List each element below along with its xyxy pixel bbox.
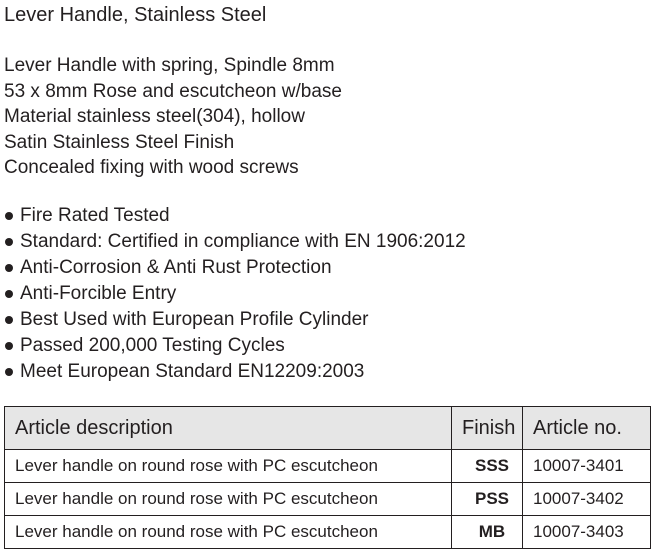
product-title: Lever Handle, Stainless Steel <box>4 4 267 26</box>
article-table <box>4 406 651 549</box>
feature-item <box>4 333 466 359</box>
header-article-no: Article no. <box>523 407 651 450</box>
feature-text: Passed 200,000 Testing Cycles <box>20 335 285 356</box>
cell-article-no: 10007-3402 <box>523 483 651 516</box>
feature-text: Fire Rated Tested <box>20 205 170 226</box>
description-line: Concealed fixing with wood screws <box>4 157 299 178</box>
cell-finish: PSS <box>452 483 523 516</box>
description-line: 53 x 8mm Rose and escutcheon w/base <box>4 80 342 102</box>
bullet-icon <box>5 212 13 220</box>
feature-text: Best Used with European Profile Cylinder <box>20 309 369 330</box>
header-article-description: Article description <box>5 407 452 450</box>
description-line: Satin Stainless Steel Finish <box>4 131 235 153</box>
bullet-icon <box>5 368 13 376</box>
cell-description: Lever handle on round rose with PC escutcheon <box>5 516 452 549</box>
feature-item <box>4 307 466 333</box>
bullet-icon <box>5 316 13 324</box>
feature-list <box>4 203 466 385</box>
feature-item <box>4 255 466 281</box>
feature-text: Anti-Corrosion & Anti Rust Protection <box>20 257 332 278</box>
cell-finish: SSS <box>452 450 523 483</box>
feature-item <box>4 203 466 229</box>
cell-article-no: 10007-3401 <box>523 450 651 483</box>
table-row <box>5 450 651 483</box>
table-row <box>5 483 651 516</box>
bullet-icon <box>5 290 13 298</box>
bullet-icon <box>5 342 13 350</box>
table-row <box>5 516 651 549</box>
description-line: Lever Handle with spring, Spindle 8mm <box>4 55 335 76</box>
feature-text: Anti-Forcible Entry <box>20 283 177 304</box>
cell-article-no: 10007-3403 <box>523 516 651 549</box>
feature-text: Standard: Certified in compliance with EN 1906:2012 <box>20 231 466 252</box>
header-finish: Finish <box>452 407 523 450</box>
cell-description: Lever handle on round rose with PC escutcheon <box>5 450 452 483</box>
bullet-icon <box>5 238 13 246</box>
cell-finish: MB <box>452 516 523 549</box>
table-header-row <box>5 407 651 450</box>
product-description <box>4 53 342 181</box>
cell-description: Lever handle on round rose with PC escutcheon <box>5 483 452 516</box>
feature-item <box>4 229 466 255</box>
feature-text: Meet European Standard EN12209:2003 <box>20 361 365 382</box>
feature-item <box>4 359 466 385</box>
description-line: Material stainless steel(304), hollow <box>4 106 305 127</box>
feature-item <box>4 281 466 307</box>
bullet-icon <box>5 264 13 272</box>
